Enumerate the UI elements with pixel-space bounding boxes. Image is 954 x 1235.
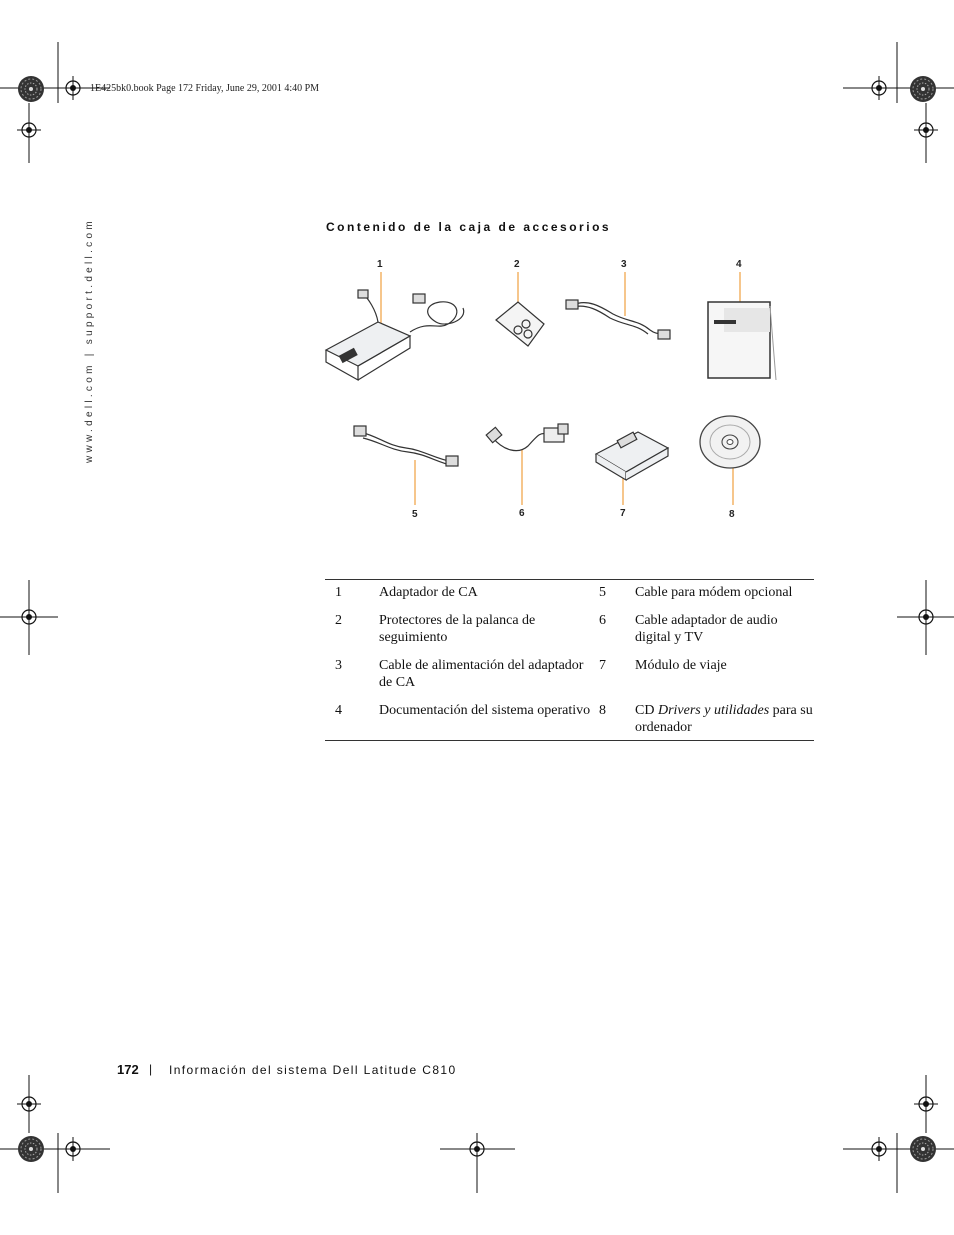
item-number: 4: [335, 703, 342, 718]
item-number: 7: [599, 658, 606, 673]
callout-2: 2: [514, 259, 520, 270]
item-number: 8: [599, 703, 606, 718]
cd-title: Drivers y utilidades: [657, 703, 770, 718]
footer-title: Información del sistema Dell Latitude C810: [169, 1063, 457, 1077]
item-number: 3: [335, 658, 342, 673]
table-row: [325, 580, 814, 608]
footer-separator: |: [149, 1062, 153, 1076]
power-cable-icon: [566, 300, 670, 339]
callout-leader-lines: [381, 272, 740, 505]
callout-8: 8: [729, 509, 735, 520]
item-description: Cable de alimentación del adaptador de CA: [379, 658, 584, 690]
item-description: Documentación del sistema operativo: [379, 703, 591, 718]
item-description: Módulo de viaje: [635, 658, 727, 673]
item-description: [635, 697, 814, 741]
page-number: 172: [117, 1062, 139, 1077]
travel-module-icon: [596, 432, 668, 480]
callout-7: 7: [620, 508, 626, 519]
audio-tv-cable-icon: [486, 424, 568, 451]
sidebar-url: www.dell.com | support.dell.com: [84, 218, 95, 463]
os-documentation-icon: [708, 302, 776, 380]
accessories-figure: [318, 250, 788, 530]
section-title: Contenido de la caja de accesorios: [326, 220, 612, 234]
item-description: Cable para módem opcional: [635, 585, 793, 600]
modem-cable-icon: [354, 426, 458, 466]
cd-label-suffix: para su ordenador: [635, 703, 813, 735]
table-row: [325, 607, 814, 652]
item-description: Adaptador de CA: [379, 585, 478, 600]
cd-label-prefix: CD: [635, 703, 658, 718]
parts-table: [325, 579, 814, 741]
ac-adapter-icon: [326, 290, 464, 380]
item-description: Cable adaptador de audio digital y TV: [635, 613, 778, 645]
item-description: Protectores de la palanca de seguimiento: [379, 613, 536, 645]
callout-5: 5: [412, 509, 418, 520]
item-number: 6: [599, 613, 606, 628]
item-number: 5: [599, 585, 606, 600]
callout-3: 3: [621, 259, 627, 270]
item-number: 1: [335, 585, 342, 600]
accessories-illustration: [318, 250, 788, 530]
cd-icon: [700, 416, 760, 468]
callout-6: 6: [519, 508, 525, 519]
callout-1: 1: [377, 259, 383, 270]
item-number: 2: [335, 613, 342, 628]
print-header: 1E425bk0.book Page 172 Friday, June 29, 2001 4:40 PM: [90, 83, 320, 94]
table-row: [325, 652, 814, 697]
trackstick-caps-icon: [496, 302, 544, 346]
callout-4: 4: [736, 259, 742, 270]
table-row: [325, 697, 814, 741]
